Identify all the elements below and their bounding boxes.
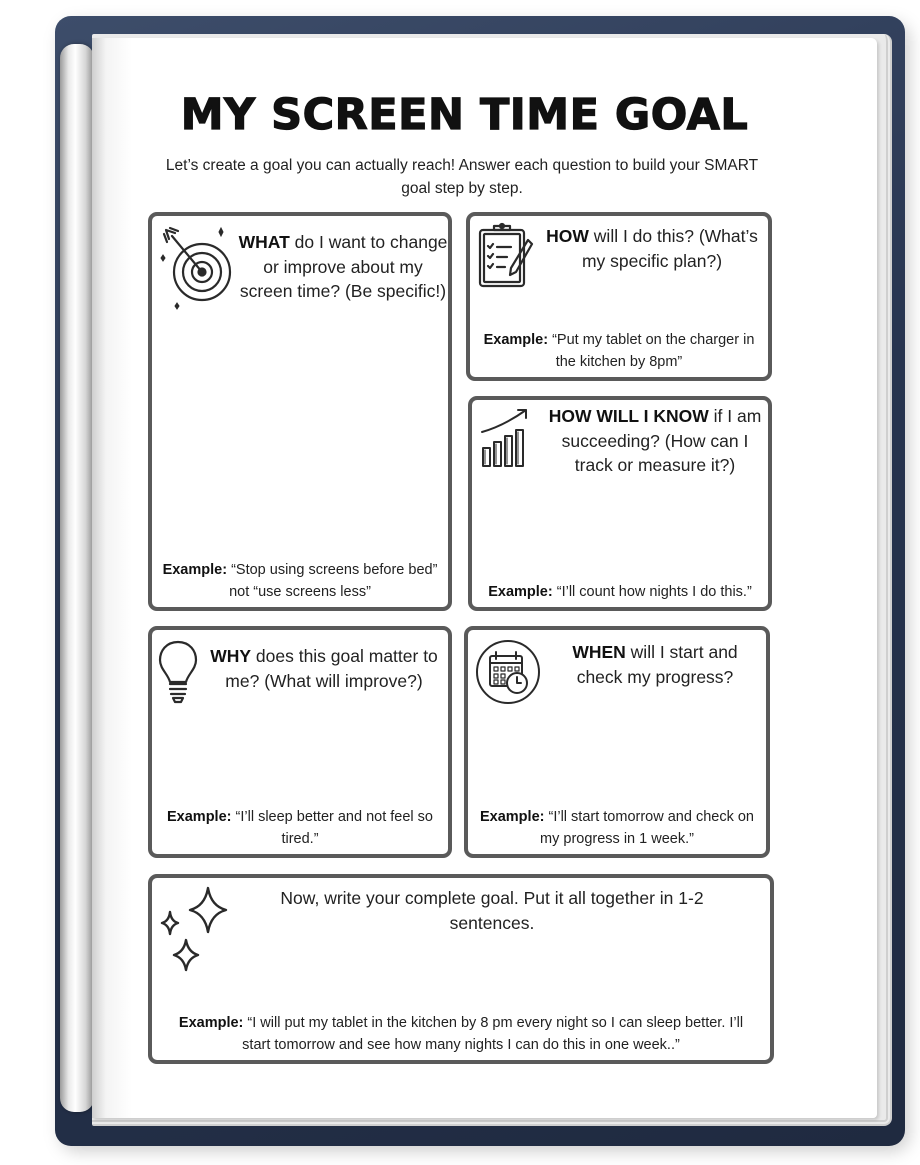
final-goal-box[interactable] [148, 874, 774, 1064]
when-question [548, 640, 762, 689]
what-example-label: Example: [162, 562, 228, 578]
worksheet-intro: Let’s create a goal you can actually reach! Answer each question to build your SMART goal step by step. [165, 157, 759, 197]
what-example [160, 560, 440, 603]
why-keyword: WHY [210, 646, 252, 666]
how-question [536, 224, 768, 273]
how-will-i-know-keyword: HOW WILL I KNOW [548, 406, 709, 426]
sparkles-icon [158, 884, 234, 980]
why-question-text: does this goal matter to me? (What will improve?) [225, 646, 438, 691]
calendar-clock-icon [474, 638, 542, 706]
how-will-i-know-example [480, 582, 760, 604]
worksheet-page [92, 38, 877, 1118]
what-keyword: WHAT [238, 232, 290, 252]
final-goal-example-text: “I will put my tablet in the kitchen by 8 pm every night so I can sleep better. I’ll start tomorrow and see how many nights I can do this in one week..” [242, 1015, 744, 1053]
how-keyword: HOW [546, 226, 589, 246]
how-example-text: “Put my tablet on the charger in the kitchen by 8pm” [552, 332, 755, 370]
how-will-i-know-example-text: “I’ll count how nights I do this.” [556, 583, 752, 600]
what-question [238, 230, 448, 304]
when-box[interactable] [464, 626, 770, 858]
how-question-text: will I do this? (What’s my specific plan?) [581, 226, 758, 271]
how-will-i-know-box[interactable] [468, 396, 772, 611]
lightbulb-icon [158, 638, 198, 706]
when-example-label: Example: [479, 809, 545, 825]
clipboard-icon [476, 220, 534, 292]
why-example [160, 807, 440, 850]
final-goal-example [164, 1013, 758, 1056]
worksheet-title: MY SCREEN TIME GOAL [180, 90, 749, 140]
when-question-text: will I start and check my progress? [576, 642, 738, 687]
why-question [200, 644, 448, 693]
how-example [478, 330, 760, 373]
why-example-text: “I’ll sleep better and not feel so tired.” [235, 809, 433, 847]
what-example-text: “Stop using screens before bed” not “use screens less” [229, 562, 438, 600]
how-will-i-know-question [542, 404, 768, 478]
how-box[interactable] [466, 212, 772, 381]
final-goal-example-label: Example: [178, 1015, 244, 1031]
when-keyword: WHEN [572, 642, 626, 662]
target-icon [156, 220, 242, 312]
book-spine [60, 44, 94, 1112]
final-goal-prompt: Now, write your complete goal. Put it all together in 1-2 sentences. [280, 888, 704, 933]
why-example-label: Example: [167, 809, 232, 825]
growth-chart-icon [478, 406, 536, 472]
how-will-i-know-example-label: Example: [488, 583, 553, 600]
why-box[interactable] [148, 626, 452, 858]
what-question-text: do I want to change or improve about my screen time? (Be specific!) [239, 232, 448, 301]
what-box[interactable] [148, 212, 452, 611]
when-example-text: “I’ll start tomorrow and check on my progress in 1 week.” [540, 809, 754, 847]
how-example-label: Example: [483, 332, 549, 348]
how-will-i-know-question-text: if I am succeeding? (How can I track or measure it?) [561, 406, 762, 475]
when-example [476, 807, 758, 850]
